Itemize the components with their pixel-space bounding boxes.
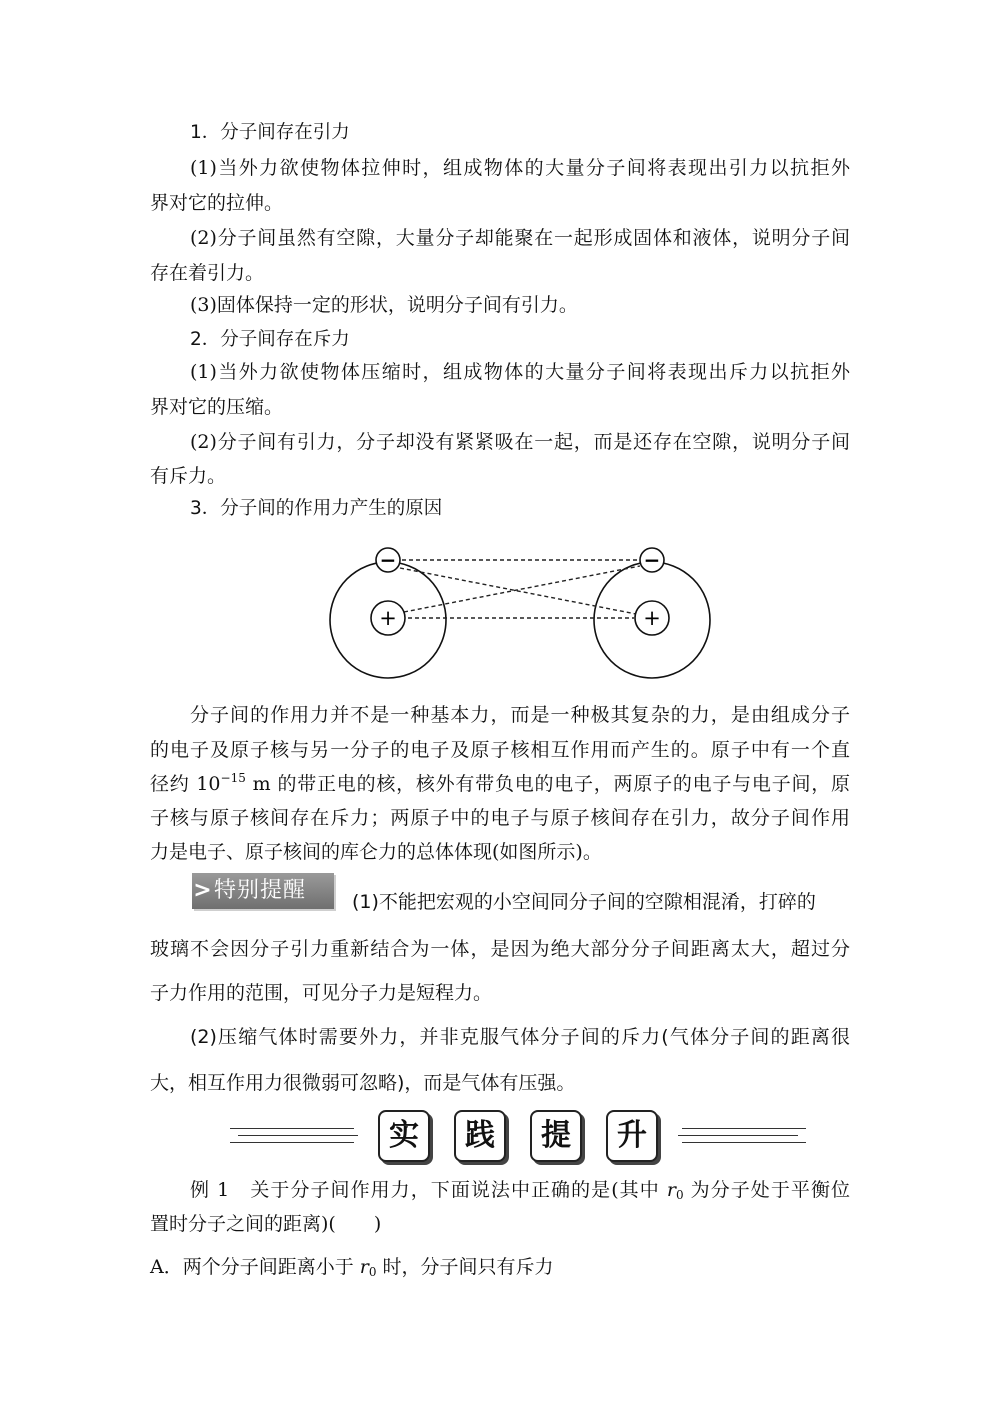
right-nucleus-sign: + [643, 606, 661, 630]
r-symbol: r [359, 1256, 369, 1278]
paragraph-line: 存在着引力。 [150, 262, 265, 284]
divider [230, 1142, 354, 1143]
tip-line: 大，相互作用力很微弱可忽略)，而是气体有压强。 [150, 1072, 576, 1094]
tip-badge-label: 特别提醒 [214, 878, 307, 903]
option-a [150, 1250, 850, 1284]
left-nucleus-sign: + [379, 606, 397, 630]
paragraph-line: (1)当外力欲使物体压缩时，组成物体的大量分子间将表现出斥力以抗拒外 [190, 361, 850, 383]
exponent: −15 [220, 771, 246, 785]
paragraph-line: 分子间的作用力并不是一种基本力，而是一种极其复杂的力，是由组成分子 [190, 704, 850, 726]
paragraph-line: 力是电子、原子核间的库仑力的总体体现(如图所示)。 [150, 841, 602, 863]
text-fragment: A．两个分子间距离小于 [150, 1256, 360, 1278]
tip-badge [192, 873, 334, 909]
section-heading-repulsion: 2．分子间存在斥力 [190, 329, 350, 350]
text-fragment: 时，分子间只有斥力 [376, 1256, 554, 1278]
practice-tile: 践 [454, 1110, 506, 1162]
chevron-right-icon: > [193, 878, 213, 903]
tip-line: (2)压缩气体时需要外力，并非克服气体分子间的斥力(气体分子间的距离很 [190, 1026, 850, 1048]
paragraph-line: (2)分子间有引力，分子却没有紧紧吸在一起，而是还存在空隙，说明分子间 [190, 431, 850, 453]
left-electron-sign: − [379, 548, 397, 572]
paragraph-line-with-exponent [150, 767, 850, 801]
right-electron-sign: − [643, 548, 661, 572]
divider [682, 1142, 806, 1143]
tip-line: (1)不能把宏观的小空间同分子间的空隙相混淆，打碎的 [352, 891, 816, 913]
paragraph-line: (3)固体保持一定的形状，说明分子间有引力。 [190, 294, 578, 316]
r-symbol: r [666, 1179, 676, 1201]
text-fragment: 关于分子间作用力，下面说法中正确的是(其中 [250, 1179, 667, 1201]
section-heading-attraction: 1．分子间存在引力 [190, 122, 350, 143]
text-fragment: 为分子处于平衡位 [683, 1179, 850, 1201]
divider [678, 1135, 798, 1136]
paragraph-line: 界对它的压缩。 [150, 396, 284, 418]
paragraph-line: (1)当外力欲使物体拉伸时，组成物体的大量分子间将表现出引力以抗拒外 [190, 157, 850, 179]
atoms-figure [316, 532, 720, 694]
text-fragment: m 的带正电的核，核外有带负电的电子，两原子的电子与电子间，原 [245, 773, 850, 795]
tip-line: 玻璃不会因分子引力重新结合为一体，是因为绝大部分分子间距离太大，超过分 [150, 938, 850, 960]
paragraph-line: 的电子及原子核与另一分子的电子及原子核相互作用而产生的。原子中有一个直 [150, 739, 850, 761]
practice-tile: 提 [530, 1110, 582, 1162]
tip-line: 子力作用的范围，可见分子力是短程力。 [150, 982, 493, 1004]
example-label: 例 1 [190, 1179, 230, 1201]
example-question-line: 置时分子之间的距离)( ) [150, 1213, 382, 1235]
practice-banner [230, 1106, 810, 1168]
divider [230, 1128, 354, 1129]
paragraph-line: (2)分子间虽然有空隙，大量分子却能聚在一起形成固体和液体，说明分子间 [190, 227, 850, 249]
divider [682, 1128, 806, 1129]
practice-tile: 实 [378, 1110, 430, 1162]
text-fragment: 径约 10 [150, 773, 221, 795]
paragraph-line: 有斥力。 [150, 465, 227, 487]
practice-tile: 升 [606, 1110, 658, 1162]
interaction-lines [400, 560, 640, 618]
divider [238, 1135, 358, 1136]
paragraph-line: 界对它的拉伸。 [150, 192, 284, 214]
paragraph-line: 子核与原子核间存在斥力；两原子中的电子与原子核间存在引力，故分子间作用 [150, 807, 850, 829]
r-subscript: 0 [368, 1265, 377, 1279]
r-subscript: 0 [675, 1188, 684, 1202]
section-heading-cause: 3．分子间的作用力产生的原因 [190, 498, 443, 519]
example-question-line [190, 1173, 850, 1207]
